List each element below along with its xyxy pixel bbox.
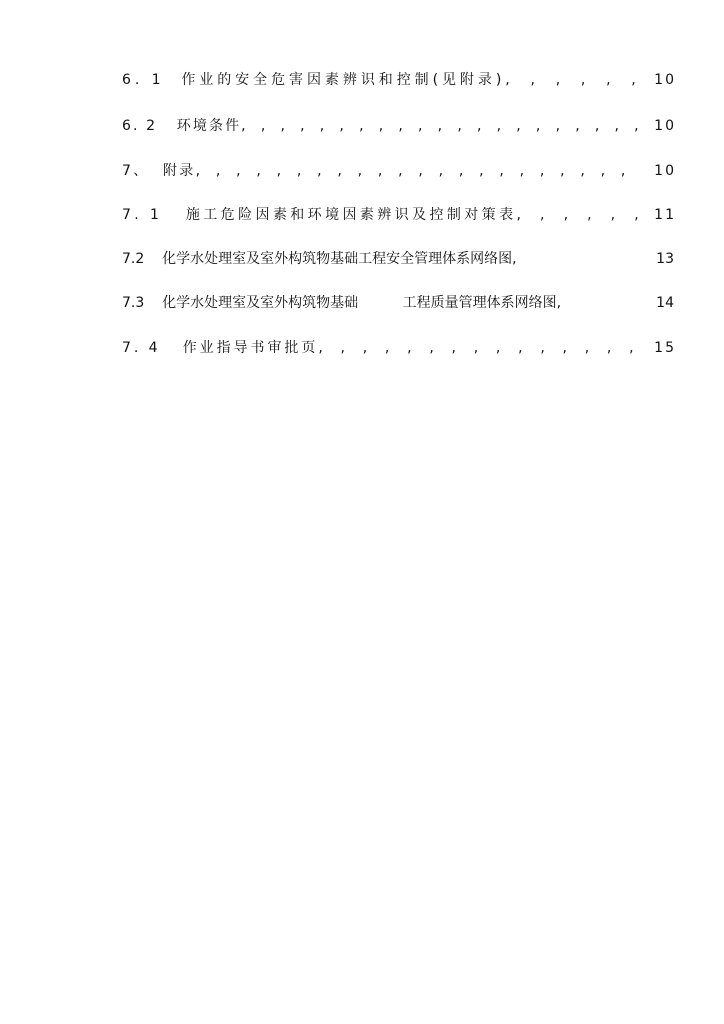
toc-page-number: 15 (654, 340, 676, 356)
toc-page-number: 13 (656, 251, 674, 267)
toc-entry-label: 7.2 化学水处理室及室外构筑物基础工程安全管理体系网络图, (122, 251, 517, 267)
toc-page-number: 14 (656, 295, 674, 311)
toc-page-number: 10 (654, 72, 676, 88)
toc-entry-7-1[interactable] (122, 203, 674, 227)
toc-entry-7[interactable] (122, 159, 674, 183)
toc-entry-7-4[interactable] (122, 336, 674, 360)
toc-entry-label: 6. 2 环境条件, , , , , , , , , , , , , , , , , , , , , (122, 118, 641, 134)
toc-entry-6-1[interactable] (122, 68, 674, 92)
toc-entry-6-2[interactable] (122, 114, 674, 138)
toc-page-number: 10 (654, 163, 676, 179)
toc-page-number: 11 (654, 207, 676, 223)
toc-entry-label: 7、 附录, , , , , , , , , , , , , , , , , , , , , , (122, 163, 628, 179)
toc-entry-label: 6. 1 作业的安全危害因素辨识和控制(见附录), , , , , , (122, 72, 640, 88)
toc-entry-label: 7. 4 作业指导书审批页, , , , , , , , , , , , , , , (122, 340, 637, 356)
toc-entry-label: 7.3 化学水处理室及室外构筑物基础 工程质量管理体系网络图, (122, 295, 562, 311)
toc-entry-7-2[interactable] (122, 247, 674, 271)
toc-entry-label: 7. 1 施工危险因素和环境因素辨识及控制对策表, , , , , , (122, 207, 643, 223)
toc-entry-7-3[interactable] (122, 291, 674, 315)
toc-page-number: 10 (654, 118, 676, 134)
